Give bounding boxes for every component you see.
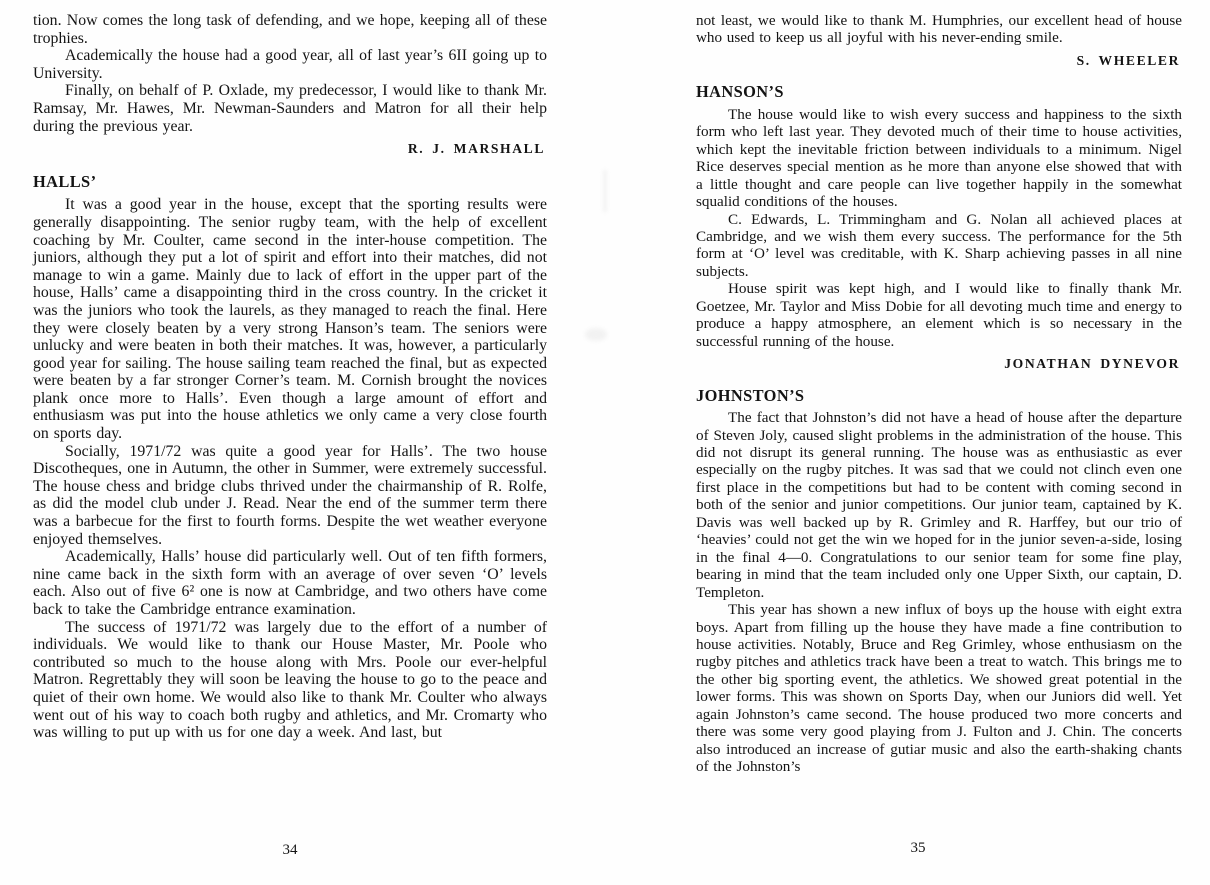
author-signature-marshall: R. J. MARSHALL [407,141,545,157]
paragraph: The house would like to wish every success and happiness to the sixth form who left last year. They devoted much of their time to house activities, which kept the inevitable friction between individuals to a minimum. Nigel Rice deserves special mention as he more than anyone else showed that with a little thought and care people can live together happily in the somewhat squalid conditions of the houses. [696,105,1182,211]
page-35 [696,12,1182,874]
paragraph: The success of 1971/72 was largely due to the effort of a number of individuals. We would like to thank our House Master, Mr. Poole who contributed so much to the house along with Mrs. Poole our ever-helpful Matron. Regrettably they will soon be leaving the house to go to the peace and quiet of their own home. We would also like to thank Mr. Coulter who always went out of his way to coach both rugby and athletics, and Mr. Cromarty who was willing to put up with us for one day a week. And last, but [33,618,547,742]
paragraph: The fact that Johnston’s did not have a head of house after the departure of Steven Joly, caused slight problems in the administration of the house. This did not disrupt its general running. The house was as enthusiastic as ever especially on the rugby pitches. It was sad that we could not clinch even one first place in the competitions but had to be content with coming second in both of the senior and junior competitions. Our junior team, captained by K. Davis was well backed up by R. Grimley and R. Harffey, but our trio of ‘heavies’ could not get the win we hoped for in the junior seven-a-side, losing in the final 4—0. Congratulations to our senior team for some fine play, bearing in mind that the team included only one Upper Sixth, our captain, D. Templeton. [696,409,1182,601]
paragraph-continuation: not least, we would like to thank M. Humphries, our excellent head of house who used to keep us all joyful with his never-ending smile. [696,12,1182,47]
page-number-35: 35 [910,840,926,856]
paragraph: This year has shown a new influx of boys up the house with eight extra boys. Apart from filling up the house they have made a fine contribution to house activities. Notably, Bruce and Reg Grimley, whose enthusiasm on the rugby pitches and athletics track have been a treat to watch. This brings me to the other big sporting event, the athletics. We showed great potential in the lower forms. This was shown on Sports Day, when our Juniors did well. Yet again Johnston’s came second. The house produced two more concerts and there was some very good playing from J. Fulton and J. Chin. The concerts also introduced an increase of gutiar music and also the earth-shaking chants of the Johnston’s [696,601,1182,776]
page-number-34: 34 [282,842,298,858]
paragraph: Academically, Halls’ house did particularly well. Out of ten fifth formers, nine came back in the sixth form with an average of over seven ‘O’ levels each. Also out of five 6² one is now at Cambridge, and two others have come back to take the Cambridge entrance examination. [33,548,547,618]
paragraph: Finally, on behalf of P. Oxlade, my predecessor, I would like to thank Mr. Ramsay, Mr. Hawes, Mr. Newman-Saunders and Matron for all their help during the previous year. [33,82,547,135]
scan-artifact [603,170,607,212]
paragraph: Academically the house had a good year, all of last year’s 6II going up to University. [33,47,547,82]
section-heading-halls: HALLS’ [33,171,97,191]
section-heading-johnstons: JOHNSTON’S [696,385,805,405]
paragraph: It was a good year in the house, except that the sporting results were generally disappointing. The senior rugby team, with the help of excellent coaching by Mr. Coulter, came second in the inter-house competition. The juniors, although they put a lot of spirit and effort into their matches, did not manage to win a game. Mainly due to lack of effort in the upper part of the house, Halls’ came a disappointing third in the cross country. In the cricket it was the juniors who took the laurels, as they managed to reach the final. Here they were closely beaten by a very strong Hanson’s team. The seniors were unlucky and were beaten in both their matches. It was, however, a particularly good year for sailing. The house sailing team reached the final, but as expected were beaten by a far stronger Corner’s team. M. Cornish brought the novices plank once more to Halls’. Even though a large amount of effort and enthusiasm was put into the house athletics we only came a very close fourth on sports day. [33,196,547,443]
paragraph: House spirit was kept high, and I would like to finally thank Mr. Goetzee, Mr. Taylor and Miss Dobie for all devoting much time and energy to produce a happy atmosphere, an element which is so necessary in the successful running of the house. [696,280,1182,350]
author-signature-wheeler: S. WHEELER [1076,52,1180,68]
page-34 [33,12,547,874]
paragraph: C. Edwards, L. Trimmingham and G. Nolan all achieved places at Cambridge, and we wish them every success. The performance for the 5th form at ‘O’ level was creditable, with K. Sharp achieving passes in all nine subjects. [696,210,1182,280]
paragraph-continuation: tion. Now comes the long task of defending, and we hope, keeping all of these trophies. [33,12,547,47]
section-heading-hansons: HANSON’S [696,82,784,102]
paragraph: Socially, 1971/72 was quite a good year for Halls’. The two house Discotheques, one in Autumn, the other in Summer, were extremely successful. The house chess and bridge clubs thrived under the chairmanship of R. Rolfe, as did the model club under J. Read. Near the end of the summer term there was a barbecue for the first to fourth forms. Despite the wet weather everyone enjoyed themselves. [33,442,547,548]
author-signature-dynevor: JONATHAN DYNEVOR [1004,356,1180,372]
scan-artifact [585,328,607,341]
